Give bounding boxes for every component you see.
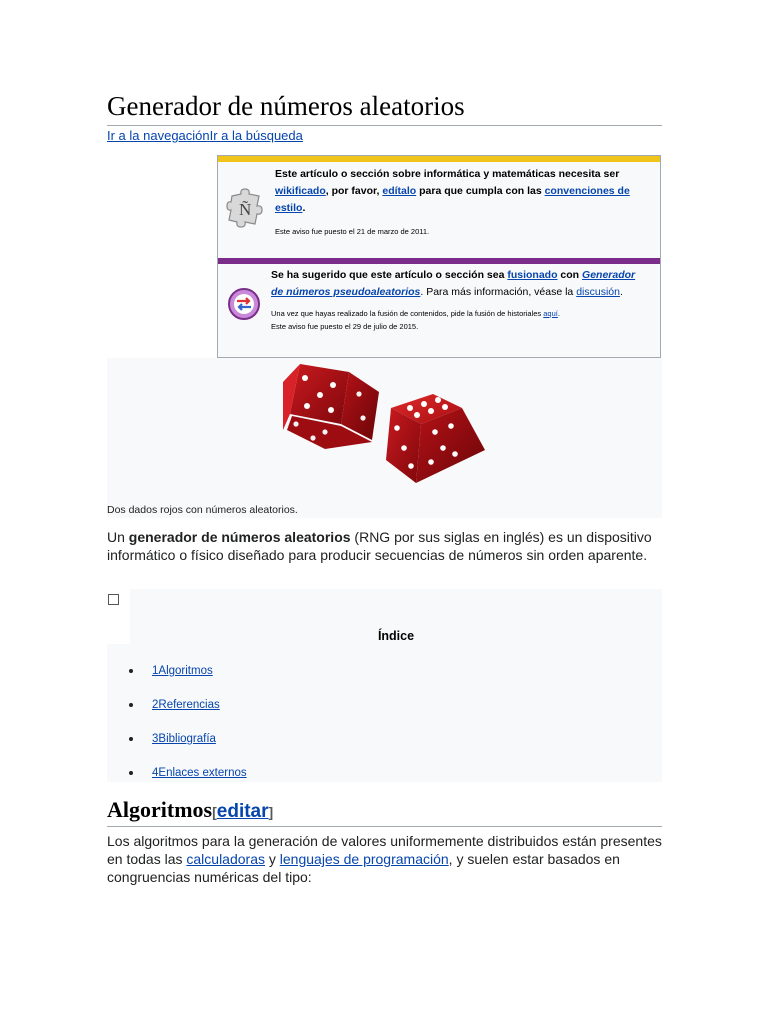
merge-history-note: Una vez que hayas realizado la fusión de contenidos, pide la fusión de historiales aquí.	[271, 309, 560, 318]
toc-toggle-area	[107, 589, 130, 644]
merge-date-note: Este aviso fue puesto el 29 de julio de 2015.	[271, 322, 419, 331]
bullet-icon	[129, 771, 133, 775]
toc-toggle-checkbox[interactable]	[108, 594, 119, 605]
calculadoras-link[interactable]: calculadoras	[186, 851, 265, 867]
section-heading-algoritmos: Algoritmos[editar]	[107, 796, 662, 827]
editalo-link[interactable]: edítalo	[382, 185, 417, 197]
toc-left-pad	[107, 644, 130, 782]
merge-notice	[218, 258, 660, 363]
wikificado-link[interactable]: wikificado	[275, 185, 326, 197]
maintenance-notices	[217, 155, 661, 358]
wikify-date-note: Este aviso fue puesto el 21 de marzo de 2011.	[275, 227, 430, 236]
merge-notice-main: Se ha sugerido que este artículo o sección sea fusionado con Generador de números pseudoaleatorios	[271, 269, 636, 298]
die-1	[283, 364, 379, 449]
lenguajes-programacion-link[interactable]: lenguajes de programación	[279, 851, 449, 867]
generador-pseudoaleatorios-link[interactable]: Generador de números pseudoaleatorios	[271, 269, 636, 298]
aqui-link[interactable]: aquí	[543, 309, 558, 318]
discusion-link[interactable]: discusión	[576, 286, 620, 298]
toc-title: Índice	[377, 629, 415, 643]
jump-to-navigation-link[interactable]: Ir a la navegación	[107, 128, 210, 143]
wikify-notice	[218, 156, 660, 264]
convenciones-link[interactable]: convenciones de estilo	[275, 185, 630, 214]
page-title: Generador de números aleatorios	[107, 88, 662, 126]
jump-to-search-link[interactable]: Ir a la búsqueda	[209, 128, 303, 143]
red-dice-image[interactable]	[107, 358, 662, 503]
bullet-icon	[129, 703, 133, 707]
wikify-notice-main: Este artículo o sección sobre informática y matemáticas necesita ser wikificado, por favor, edítalo para que cumpla con las convenciones de estilo.	[275, 168, 630, 214]
bullet-icon	[129, 737, 133, 741]
figure-caption: Dos dados rojos con números aleatorios.	[107, 504, 298, 516]
fusionado-link[interactable]: fusionado	[507, 269, 558, 281]
toc-link-algoritmos[interactable]: 1Algoritmos	[152, 665, 213, 677]
toc-link-referencias[interactable]: 2Referencias	[152, 699, 220, 711]
toc-link-enlaces-externos[interactable]: 4Enlaces externos	[152, 767, 247, 779]
merge-notice-text: Se ha sugerido que este artículo o sección sea fusionado con Generador de números pseudoaleatorios. Para más información, véase la discusión. Una vez que hayas realizado la fusión de contenidos, pide la fusión de historiales aquí. Este aviso fue puesto el 29 de julio de 2015.	[271, 267, 650, 333]
algoritmos-paragraph: Los algoritmos para la generación de valores uniformemente distribuidos están presentes en todas las calculadoras y lenguajes de programación, y suelen estar basados en congruencias numéricas del tipo:	[107, 833, 662, 885]
wikify-notice-text	[275, 166, 650, 238]
jump-links	[107, 128, 303, 144]
svg-text:Ñ: Ñ	[239, 200, 252, 219]
die-2	[386, 394, 485, 483]
edit-section: [editar]	[212, 801, 274, 822]
toc-link-bibliografia[interactable]: 3Bibliografía	[152, 733, 216, 745]
lead-bold-term: generador de números aleatorios	[128, 529, 351, 545]
bullet-icon	[129, 669, 133, 673]
dice-figure	[107, 358, 662, 518]
lead-paragraph: Un generador de números aleatorios (RNG por sus siglas en inglés) es un dispositivo informático o físico diseñado para producir secuencias de números sin orden aparente.	[107, 529, 652, 563]
table-of-contents	[107, 589, 662, 782]
merge-arrows-icon	[226, 286, 262, 327]
puzzle-wikify-icon	[226, 186, 266, 233]
edit-section-link[interactable]: editar	[216, 801, 269, 822]
toc-body	[130, 589, 662, 782]
